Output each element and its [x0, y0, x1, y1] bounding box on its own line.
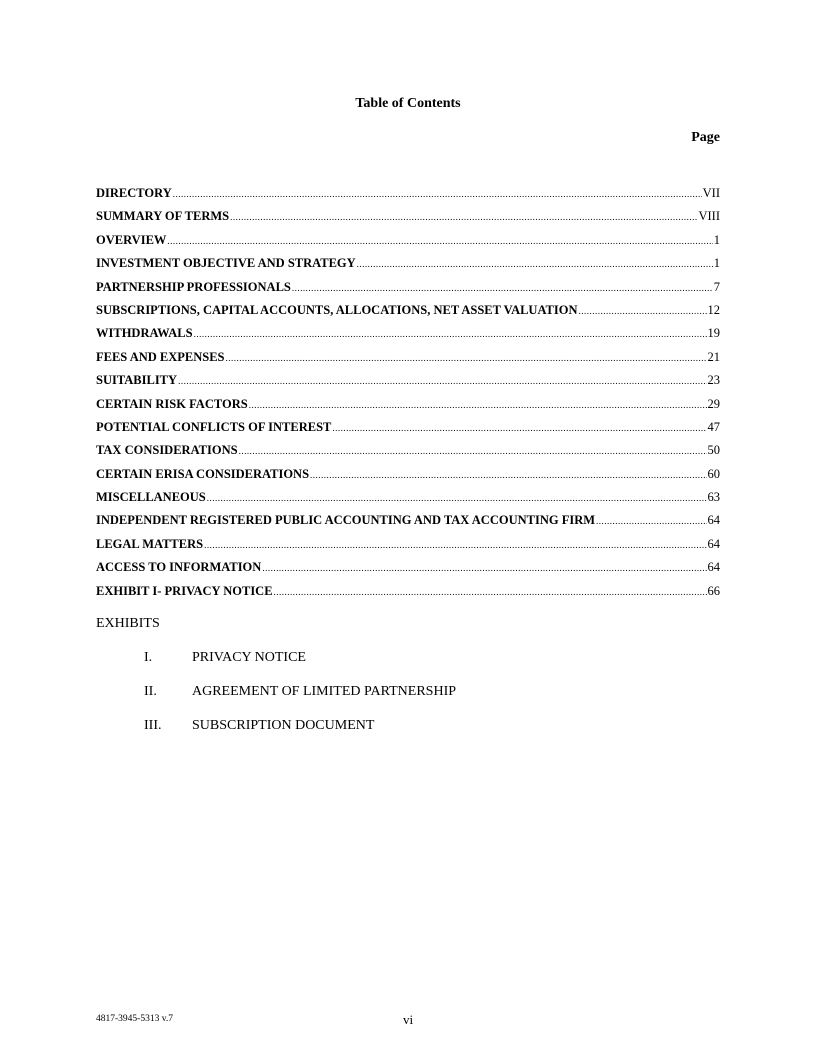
- toc-entry-label: OVERVIEW: [96, 232, 167, 247]
- dot-leader: [292, 283, 713, 293]
- exhibit-item: [144, 718, 456, 752]
- dot-leader: [249, 400, 707, 410]
- toc-entry-label: PARTNERSHIP PROFESSIONALS: [96, 279, 291, 294]
- dot-leader: [239, 446, 707, 456]
- toc-entry-partnership-professionals[interactable]: [96, 280, 720, 303]
- toc-entry-page: VII: [702, 186, 720, 200]
- toc-entry-directory[interactable]: [96, 186, 720, 209]
- exhibit-number: III.: [144, 718, 162, 733]
- toc-entry-page: VIII: [698, 209, 720, 224]
- toc-entry-summary-of-terms[interactable]: [96, 209, 720, 232]
- toc-entry-label: WITHDRAWALS: [96, 326, 193, 341]
- dot-leader: [596, 516, 706, 526]
- toc-entry-risk-factors[interactable]: [96, 397, 720, 420]
- toc-entry-miscellaneous[interactable]: [96, 490, 720, 513]
- dot-leader: [194, 329, 707, 339]
- dot-leader: [230, 212, 697, 222]
- exhibit-item: [144, 684, 456, 718]
- toc-entry-label: DIRECTORY: [96, 186, 172, 200]
- toc-entry-label: LEGAL MATTERS: [96, 536, 204, 551]
- exhibit-number: II.: [144, 684, 157, 699]
- toc-entry-investment-objective[interactable]: [96, 256, 720, 279]
- toc-entry-erisa-considerations[interactable]: [96, 467, 720, 490]
- dot-leader: [274, 587, 707, 597]
- dot-leader: [173, 189, 702, 199]
- toc-entry-page: 12: [707, 302, 720, 317]
- toc-entry-label: INVESTMENT OBJECTIVE AND STRATEGY: [96, 256, 356, 271]
- toc-entry-page: 1: [713, 256, 720, 271]
- toc-entry-page: 19: [707, 326, 720, 341]
- toc-entry-label: SUBSCRIPTIONS, CAPITAL ACCOUNTS, ALLOCATIONS, NET ASSET VALUATION: [96, 302, 578, 317]
- toc-entry-legal-matters[interactable]: [96, 537, 720, 560]
- toc-entry-access-to-information[interactable]: [96, 560, 720, 583]
- exhibit-item: [144, 650, 456, 684]
- page-column-label: Page: [691, 130, 720, 145]
- toc-entry-label: ACCESS TO INFORMATION: [96, 560, 262, 575]
- exhibits-heading: EXHIBITS: [96, 616, 160, 631]
- exhibit-title: SUBSCRIPTION DOCUMENT: [192, 718, 375, 733]
- document-id: 4817-3945-5313 v.7: [96, 1014, 173, 1024]
- dot-leader: [579, 306, 707, 316]
- toc-entry-page: 64: [707, 536, 720, 551]
- dot-leader: [332, 423, 706, 433]
- toc-entry-privacy-notice[interactable]: [96, 584, 720, 607]
- toc-entry-page: 29: [707, 396, 720, 411]
- exhibit-number: I.: [144, 650, 153, 665]
- dot-leader: [178, 376, 706, 386]
- toc-entry-label: EXHIBIT I- PRIVACY NOTICE: [96, 583, 273, 598]
- page-number: vi: [402, 1012, 414, 1027]
- toc-entry-fees-and-expenses[interactable]: [96, 350, 720, 373]
- toc-entry-page: 50: [707, 443, 720, 458]
- exhibit-title: PRIVACY NOTICE: [192, 650, 306, 665]
- toc-entry-withdrawals[interactable]: [96, 326, 720, 349]
- table-of-contents: [96, 186, 720, 607]
- dot-leader: [167, 236, 712, 246]
- toc-entry-label: TAX CONSIDERATIONS: [96, 443, 238, 458]
- toc-entry-overview[interactable]: [96, 233, 720, 256]
- toc-entry-label: CERTAIN RISK FACTORS: [96, 396, 248, 411]
- toc-entry-page: 63: [707, 490, 720, 505]
- toc-entry-page: 21: [707, 349, 720, 364]
- exhibits-list: [144, 650, 456, 752]
- toc-entry-page: 7: [713, 279, 720, 294]
- toc-entry-accounting-firm[interactable]: [96, 513, 720, 536]
- dot-leader: [207, 493, 707, 503]
- toc-entry-page: 66: [707, 583, 720, 598]
- dot-leader: [357, 259, 713, 269]
- toc-entry-tax-considerations[interactable]: [96, 443, 720, 466]
- toc-entry-page: 64: [707, 560, 720, 575]
- dot-leader: [262, 563, 706, 573]
- toc-entry-subscriptions[interactable]: [96, 303, 720, 326]
- toc-entry-label: CERTAIN ERISA CONSIDERATIONS: [96, 466, 310, 481]
- toc-entry-page: 47: [707, 419, 720, 434]
- toc-entry-label: FEES AND EXPENSES: [96, 349, 225, 364]
- toc-entry-conflicts-of-interest[interactable]: [96, 420, 720, 443]
- toc-entry-page: 1: [713, 232, 720, 247]
- toc-entry-label: POTENTIAL CONFLICTS OF INTEREST: [96, 419, 332, 434]
- toc-entry-label: SUMMARY OF TERMS: [96, 209, 230, 224]
- page-title: Table of Contents: [355, 96, 461, 111]
- toc-entry-page: 60: [707, 466, 720, 481]
- toc-entry-page: 64: [707, 513, 720, 528]
- toc-entry-label: INDEPENDENT REGISTERED PUBLIC ACCOUNTING AND TAX ACCOUNTING FIRM: [96, 513, 596, 528]
- dot-leader: [204, 540, 706, 550]
- toc-entry-page: 23: [707, 373, 720, 388]
- toc-entry-label: MISCELLANEOUS: [96, 490, 206, 505]
- dot-leader: [226, 353, 707, 363]
- dot-leader: [310, 470, 706, 480]
- toc-entry-suitability[interactable]: [96, 373, 720, 396]
- exhibit-title: AGREEMENT OF LIMITED PARTNERSHIP: [192, 684, 457, 699]
- toc-entry-label: SUITABILITY: [96, 373, 178, 388]
